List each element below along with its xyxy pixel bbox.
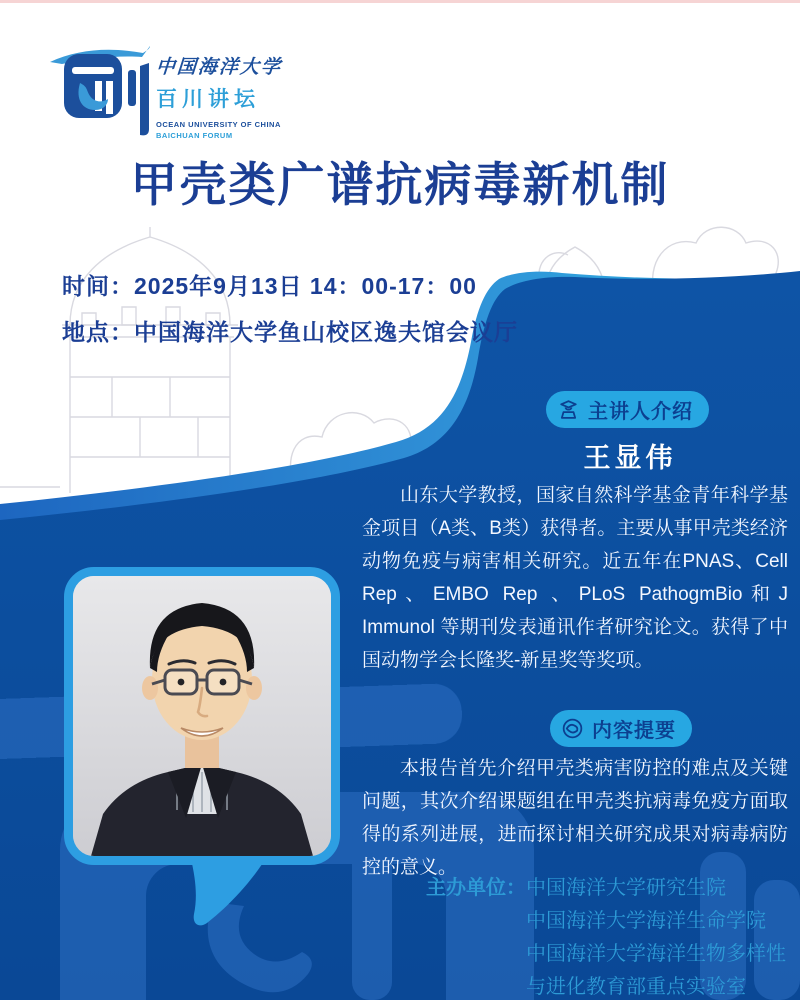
speaker-icon xyxy=(556,397,581,422)
summary-badge-label: 内容提要 xyxy=(592,720,676,742)
speaker-name: 王显伟 xyxy=(583,443,677,473)
photo-bubble-tail xyxy=(150,853,280,933)
logo-forum-name-en: BAICHUAN FORUM xyxy=(156,131,233,140)
event-time-label: 时间： xyxy=(62,273,134,299)
speaker-bio: 山东大学教授，国家自然科学基金青年科学基金项目（A类、B类）获得者。主要从事甲壳类经济动物免疫与病害相关研究。近五年在PNAS、Cell Rep、EMBO Rep 、PLoS PathogmBio和J Immunol 等期刊发表通讯作者研究论文。获得了中国动物学会长隆奖-新星奖等奖项。 xyxy=(362,485,788,671)
event-time xyxy=(62,268,477,301)
event-location xyxy=(62,314,518,347)
baichuan-logo-icon xyxy=(50,40,150,144)
organizer-item: 中国海洋大学海洋生命学院 xyxy=(526,910,766,932)
logo-forum-name: 百川讲坛 xyxy=(156,88,260,111)
logo-university-name-en: OCEAN UNIVERSITY OF CHINA xyxy=(156,120,281,129)
organizers-label: 主办单位： xyxy=(426,877,526,899)
summary-icon xyxy=(560,716,585,741)
speaker-badge-label: 主讲人介绍 xyxy=(588,401,693,423)
logo-university-name: 中国海洋大学 xyxy=(155,57,283,78)
event-time-value: 2025年9月13日 14：00-17：00 xyxy=(134,273,477,299)
summary-text: 本报告首先介绍甲壳类病害防控的难点及关键问题，其次介绍课题组在甲壳类抗病毒免疫方面取得的系列进展，进而探讨相关研究成果对病毒病防控的意义。 xyxy=(362,758,788,878)
top-edge-line xyxy=(0,0,800,3)
speaker-portrait-illustration xyxy=(73,576,331,856)
organizer-item: 中国海洋大学研究生院 xyxy=(526,877,726,899)
forum-logo xyxy=(50,40,370,150)
event-location-value: 中国海洋大学鱼山校区逸夫馆会议厅 xyxy=(134,319,518,345)
lecture-title: 甲壳类广谱抗病毒新机制 xyxy=(130,158,670,211)
organizer-item: 与进化教育部重点实验室 xyxy=(526,976,746,998)
speaker-photo xyxy=(64,567,340,865)
speaker-section-badge xyxy=(546,391,709,428)
summary-section-badge xyxy=(550,710,692,747)
organizer-item: 中国海洋大学海洋生物多样性 xyxy=(526,943,786,965)
organizers-block xyxy=(426,872,786,1000)
event-location-label: 地点： xyxy=(62,319,134,345)
